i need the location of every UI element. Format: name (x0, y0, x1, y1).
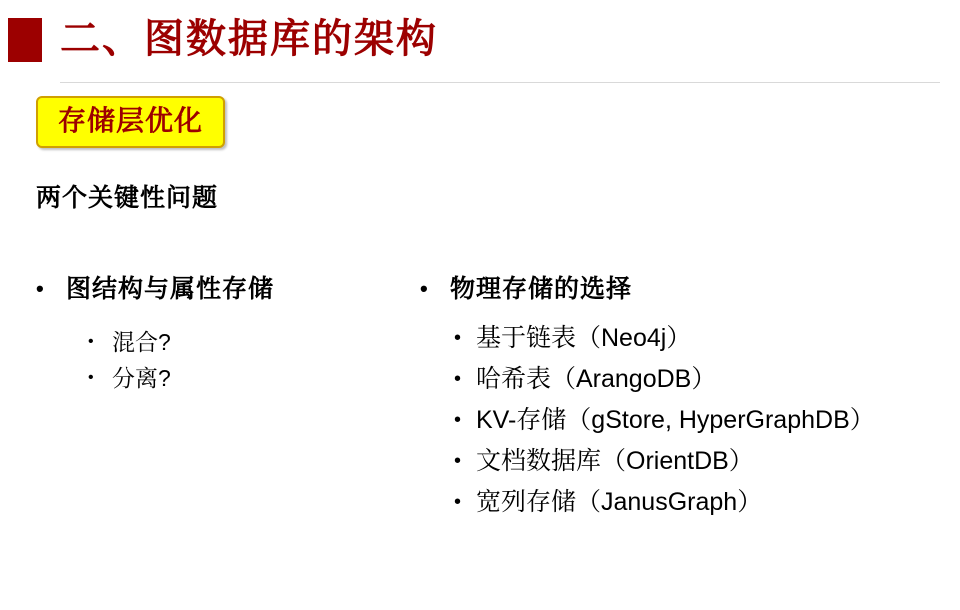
list-item-label: 宽列存储（JanusGraph） (476, 488, 763, 516)
section-badge-label: 存储层优化 (58, 105, 204, 136)
column-left-list (36, 324, 426, 396)
bullet-icon: • (88, 333, 94, 350)
list-item-label: 哈希表（ArangoDB） (476, 365, 717, 393)
column-left-heading-label: 图结构与属性存储 (66, 275, 275, 303)
list-item-label: 分离? (112, 365, 171, 391)
list-item (454, 359, 950, 400)
column-left-heading (36, 272, 426, 306)
lead-text: 两个关键性问题 (36, 184, 219, 212)
slide-title-row (0, 10, 960, 72)
list-item (88, 360, 426, 396)
title-divider (60, 82, 940, 83)
bullet-icon: • (454, 491, 462, 513)
list-item (454, 400, 950, 441)
list-item (454, 482, 950, 523)
list-item-label: 混合? (112, 329, 171, 355)
column-right-heading-label: 物理存储的选择 (450, 275, 633, 303)
list-item-label: 基于链表（Neo4j） (476, 324, 692, 352)
bullet-icon: • (454, 327, 462, 349)
title-marker-icon (8, 18, 42, 62)
page-title: 二、图数据库的架构 (60, 17, 438, 61)
bullet-icon: • (454, 368, 462, 390)
list-item-label: KV-存储（gStore, HyperGraphDB） (476, 406, 875, 434)
bullet-icon: • (88, 369, 94, 386)
section-badge (36, 96, 225, 148)
column-right-list (420, 318, 950, 523)
bullet-icon: • (454, 409, 462, 431)
list-item (454, 441, 950, 482)
list-item (88, 324, 426, 360)
column-left (36, 272, 426, 396)
column-right (420, 272, 950, 523)
list-item-label: 文档数据库（OrientDB） (476, 447, 754, 475)
bullet-icon: • (420, 276, 428, 301)
bullet-icon: • (36, 276, 44, 301)
list-item (454, 318, 950, 359)
bullet-icon: • (454, 450, 462, 472)
column-right-heading (420, 272, 950, 306)
